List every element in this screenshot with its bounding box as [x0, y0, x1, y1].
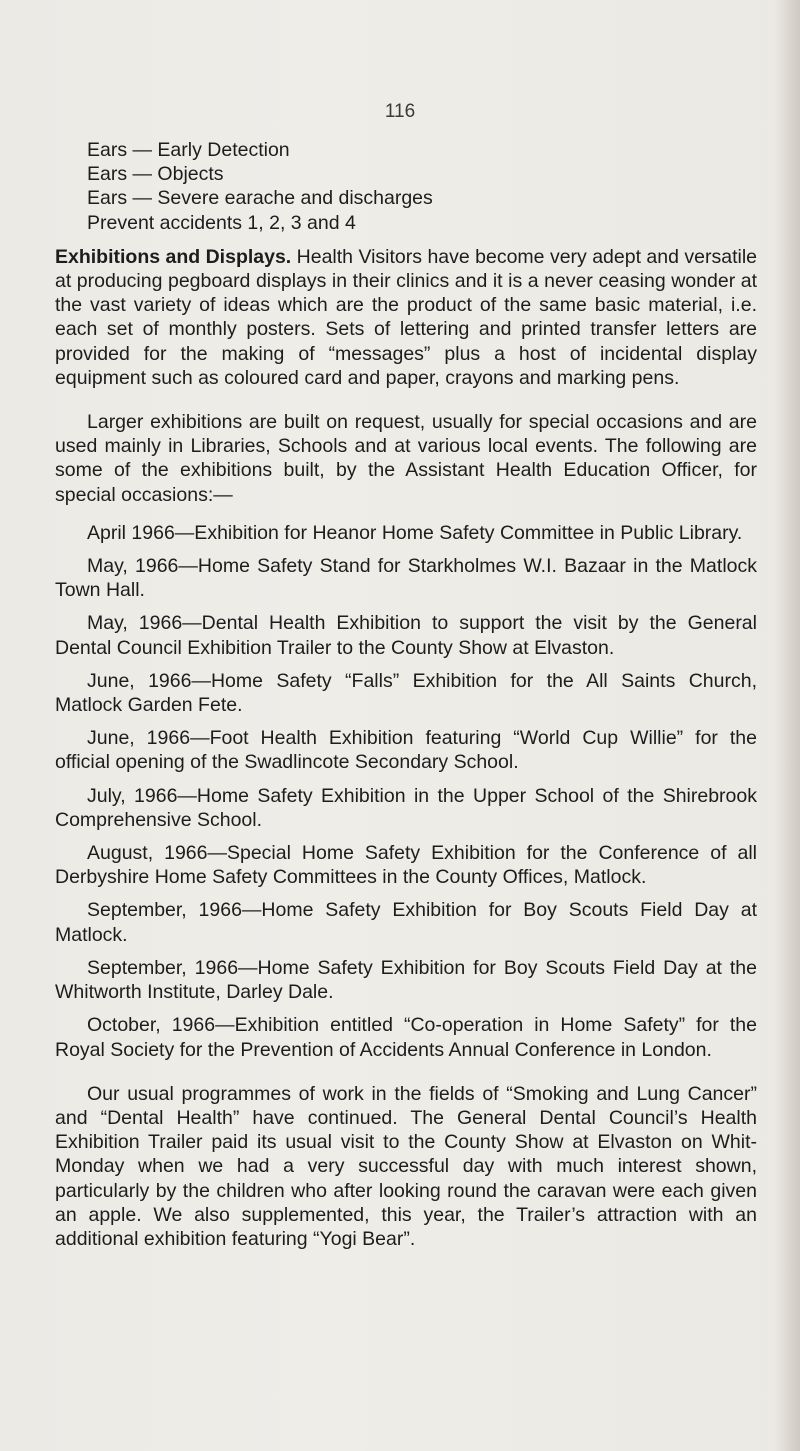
- event-item: June, 1966—Home Safety “Falls” Exhibition for the All Saints Church, Matlock Garden Fete.: [55, 669, 757, 717]
- event-item: August, 1966—Special Home Safety Exhibition for the Conference of all Derbyshire Home Safety Committees in the County Offices, Matlock.: [55, 842, 757, 889]
- poster-list-item: Ears — Early Detection: [87, 139, 290, 161]
- larger-exhibitions-paragraph: Larger exhibitions are built on request, usually for special occasions and are used mainly in Libraries, Schools and at various local events. The following are some of the exhibitions built, by the Assistant Health Education Officer, for special occasions:—: [55, 411, 757, 506]
- event-item: September, 1966—Home Safety Exhibition for Boy Scouts Field Day at Matlock.: [55, 899, 757, 946]
- poster-list-item: Ears — Objects: [87, 163, 224, 186]
- poster-list-item: Ears — Severe earache and discharges: [87, 187, 433, 210]
- event-item: October, 1966—Exhibition entitled “Co-operation in Home Safety” for the Royal Society for the Prevention of Accidents Annual Conference in London.: [55, 1014, 757, 1061]
- event-item: April 1966—Exhibition for Heanor Home Safety Committee in Public Library.: [87, 521, 743, 544]
- poster-list: [87, 138, 757, 235]
- event-item: May, 1966—Home Safety Stand for Starkholmes W.I. Bazaar in the Matlock Town Hall.: [55, 555, 757, 602]
- event-item: May, 1966—Dental Health Exhibition to support the visit by the General Dental Council Exhibition Trailer to the County Show at Elvaston.: [55, 612, 757, 659]
- page-body: [55, 138, 757, 1251]
- poster-list-item: Prevent accidents 1, 2, 3 and 4: [87, 211, 356, 234]
- closing-paragraph: Our usual programmes of work in the fields of “Smoking and Lung Cancer” and “Dental Health” have continued. The General Dental Council’s Health Exhibition Trailer paid its usual visit to the County Show at Elvaston on Whit-Monday when we had a very successful day with much interest shown, particularly by the children who after looking round the caravan were each given an apple. We also supplemented, this year, the Trailer’s attraction with an additional exhibition featuring “Yogi Bear”.: [55, 1082, 757, 1250]
- event-item: September, 1966—Home Safety Exhibition for Boy Scouts Field Day at the Whitworth Institute, Darley Dale.: [55, 956, 757, 1004]
- page-edge-shadow: [774, 0, 800, 1451]
- event-list: [55, 521, 757, 1062]
- event-item: July, 1966—Home Safety Exhibition in the Upper School of the Shirebrook Comprehensive School.: [55, 784, 757, 831]
- event-item: June, 1966—Foot Health Exhibition featuring “World Cup Willie” for the official opening of the Swadlincote Secondary School.: [55, 727, 757, 774]
- page-number: 116: [384, 101, 416, 122]
- exhibitions-paragraph: [55, 245, 757, 390]
- section-heading: Exhibitions and Displays.: [55, 245, 292, 268]
- exhibitions-intro: Health Visitors have become very adept and versatile at producing pegboard displays in their clinics and it is a never ceasing wonder at the vast variety of ideas which are the product of the same basic material, i.e. each set of monthly posters. Sets of lettering and printed transfer letters are provided for the making of “messages” plus a host of incidental display equipment such as coloured card and paper, crayons and marking pens.: [55, 245, 757, 389]
